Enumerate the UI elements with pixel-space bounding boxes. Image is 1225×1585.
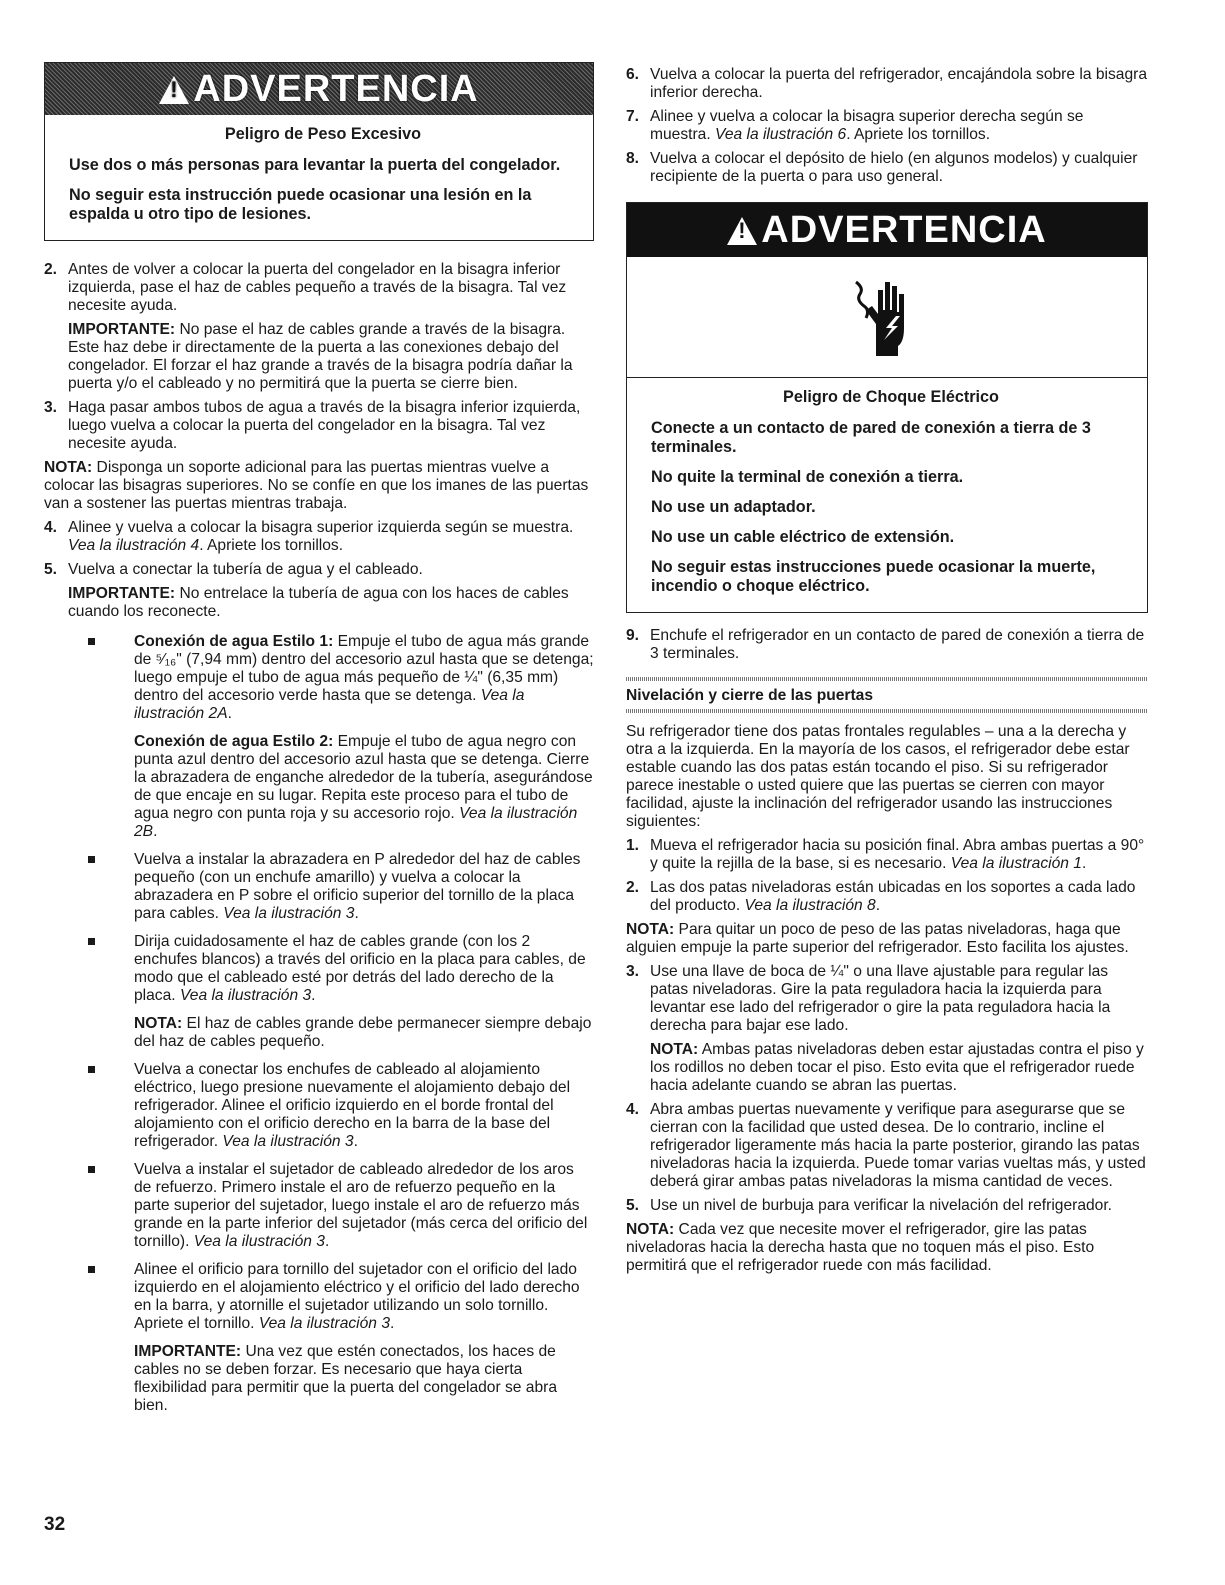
electric-shock-hand-icon — [852, 272, 922, 362]
note: NOTA: Disponga un soporte adicional para las puertas mientras vuelve a colocar las bisagras superiores. No se confíe en que los imanes de las puertas van a sostener las puertas mientras trabaja. — [44, 459, 589, 512]
warning-triangle-icon — [159, 76, 189, 104]
warning-triangle-icon — [727, 217, 757, 245]
step-5: 5. Vuelva a conectar la tubería de agua y el cableado. — [44, 561, 423, 578]
bullet-square-icon — [88, 638, 95, 645]
warning-line: No use un adaptador. — [651, 498, 816, 516]
warning-title: ADVERTENCIA — [193, 68, 479, 110]
bullet-square-icon — [88, 1066, 95, 1073]
warning-header — [627, 203, 1147, 257]
warning-line: Use dos o más personas para levantar la puerta del congelador. — [69, 156, 561, 174]
bullet-square-icon — [88, 1166, 95, 1173]
warning-title: ADVERTENCIA — [761, 209, 1047, 251]
electric-warning-box — [626, 202, 1148, 613]
warning-subtitle: Peligro de Choque Eléctrico — [783, 388, 999, 406]
level-step-1: 1. Mueva el refrigerador hacia su posición final. Abra ambas puertas a 90° y quite la rejilla de la base, si es necesario. Vea la ilustración 1. — [626, 837, 1145, 872]
page-number: 32 — [44, 1514, 66, 1535]
section-heading — [626, 677, 1148, 713]
bullet-square-icon — [88, 1266, 95, 1273]
step-4: 4. Alinee y vuelva a colocar la bisagra superior izquierda según se muestra. Vea la ilustración 4. Apriete los tornillos. — [44, 519, 574, 554]
level-step-5: 5. Use un nivel de burbuja para verificar la nivelación del refrigerador. — [626, 1197, 1113, 1214]
divider — [626, 709, 1148, 713]
bullet-note: NOTA: El haz de cables grande debe permanecer siempre debajo del haz de cables pequeño. — [134, 1015, 592, 1050]
bullet-important: IMPORTANTE: Una vez que estén conectados, los haces de cables no se deben forzar. Es necesario que haya cierta flexibilidad para permitir que la puerta del congelador se abra bien. — [134, 1343, 558, 1414]
weight-warning-box — [44, 62, 594, 241]
step-9: 9. Enchufe el refrigerador en un contacto de pared de conexión a tierra de 3 terminales. — [626, 627, 1145, 662]
bullet-item: Vuelva a instalar el sujetador de cableado alrededor de los aros de refuerzo. Primero instale el aro de refuerzo pequeño en la parte superior del sujetador, luego instale el aro de refuerzo más grande en la parte inferior del sujetador (más cerca del orificio del tornillo). Vea la ilustración 3. — [88, 1161, 594, 1251]
left-column — [44, 62, 594, 1425]
intro-paragraph: Su refrigerador tiene dos patas frontales regulables – una a la derecha y otra a la izquierda. En la mayoría de los casos, el refrigerador debe estar estable cuando las dos patas están tocando el piso. Si su refrigerador parece inestable o usted quiere que las puertas se cierren con mayor facilidad, ajuste la inclinación del refrigerador usando las instrucciones siguientes: — [626, 723, 1130, 830]
bullet-square-icon — [88, 938, 95, 945]
bullet-item: Alinee el orificio para tornillo del sujetador con el orificio del lado izquierdo en el alojamiento eléctrico y el orificio del lado derecho en la barra, y atornille el sujetador utilizando un solo tornillo. Apriete el tornillo. Vea la ilustración 3. — [88, 1261, 594, 1333]
warning-subtitle: Peligro de Peso Excesivo — [224, 125, 422, 143]
warning-line: No seguir esta instrucción puede ocasionar una lesión en la espalda u otro tipo de lesiones. — [69, 186, 532, 223]
bullet-item: Conexión de agua Estilo 1: Empuje el tubo de agua más grande de ⁵⁄₁₆" (7,94 mm) dentro del accesorio azul hasta que se detenga; luego empuje el tubo de agua más pequeño de ¼" (6,35 mm) dentro del accesorio verde hasta que se detenga. Vea la ilustración 2A. — [88, 633, 594, 723]
bullet-item: Vuelva a instalar la abrazadera en P alrededor del haz de cables pequeño (con un enchufe amarillo) y vuelva a colocar la abrazadera en P sobre el orificio superior del tornillo de la placa para cables. Vea la ilustración 3. — [88, 851, 594, 923]
note: NOTA: Ambas patas niveladoras deben estar ajustadas contra el piso y los rodillos no deben tocar el piso. Esto evita que el refrigerador ruede hacia adelante cuando se abran las puertas. — [650, 1041, 1144, 1094]
section-title: Nivelación y cierre de las puertas — [626, 687, 874, 704]
right-column — [626, 66, 1148, 1281]
bullet-square-icon — [88, 856, 95, 863]
step-8: 8. Vuelva a colocar el depósito de hielo (en algunos modelos) y cualquier recipiente de la puerta o para uso general. — [626, 150, 1138, 185]
warning-line: No quite la terminal de conexión a tierra. — [651, 468, 964, 486]
bullet-paragraph: Conexión de agua Estilo 2: Empuje el tubo de agua negro con punta azul dentro del accesorio azul hasta que se detenga. Cierre la abrazadera de enganche alrededor de la tubería, asegurándose de que encaje en su lugar. Repita este proceso para el tubo de agua negro con punta roja y su accesorio rojo. Vea la ilustración 2B. — [134, 733, 593, 840]
level-step-3: 3. Use una llave de boca de ¼" o una llave ajustable para regular las patas niveladoras. Gire la pata reguladora hacia la izquierda para levantar ese lado del refrigerador o gire la pata reguladora hacia la derecha para bajar ese lado. — [626, 963, 1111, 1034]
step-3: 3. Haga pasar ambos tubos de agua a través de la bisagra inferior izquierda, luego vuelva a colocar la puerta del congelador en la bisagra. Tal vez necesite ayuda. — [44, 399, 581, 452]
bullet-item: Vuelva a conectar los enchufes de cableado al alojamiento eléctrico, luego presione nuevamente el alojamiento debajo del refrigerador. Alinee el orificio izquierdo en el borde frontal del alojamiento con el orificio derecho en la barra de la base del refrigerador. Vea la ilustración 3. — [88, 1061, 594, 1151]
step-2: 2. Antes de volver a colocar la puerta del congelador en la bisagra inferior izquierda, pase el haz de cables pequeño a través de la bisagra. Tal vez necesite ayuda. — [44, 261, 567, 314]
important-note: IMPORTANTE: No entrelace la tubería de agua con los haces de cables cuando los reconecte. — [68, 585, 569, 620]
warning-line: Conecte a un contacto de pared de conexión a tierra de 3 terminales. — [651, 419, 1091, 456]
step-7: 7. Alinee y vuelva a colocar la bisagra superior derecha según se muestra. Vea la ilustración 6. Apriete los tornillos. — [626, 108, 1084, 143]
step-6: 6. Vuelva a colocar la puerta del refrigerador, encajándola sobre la bisagra inferior derecha. — [626, 66, 1147, 101]
important-note: IMPORTANTE: No pase el haz de cables grande a través de la bisagra. Este haz debe ir directamente de la puerta a las conexiones debajo del congelador. El forzar el haz grande a través de la bisagra podría dañar la puerta y/o el cableado y no permitirá que la puerta se cierre bien. — [68, 321, 573, 392]
shock-icon-area — [627, 257, 1147, 378]
level-step-2: 2. Las dos patas niveladoras están ubicadas en los soportes a cada lado del producto. Vea la ilustración 8. — [626, 879, 1136, 914]
warning-header — [45, 63, 593, 115]
level-step-4: 4. Abra ambas puertas nuevamente y verifique para asegurarse que se cierran con la facilidad que usted desea. De lo contrario, incline el refrigerador ligeramente más hacia la parte posterior, girando las patas niveladoras hacia la izquierda. Puede tomar varias vueltas más, y usted deberá girar ambas patas niveladoras la misma cantidad de veces. — [626, 1101, 1146, 1190]
note: NOTA: Cada vez que necesite mover el refrigerador, gire las patas niveladoras hacia la derecha hasta que no toquen más el piso. Esto permitirá que el refrigerador ruede con más facilidad. — [626, 1221, 1095, 1274]
note: NOTA: Para quitar un poco de peso de las patas niveladoras, haga que alguien empuje la parte superior del refrigerador. Esto facilita los ajustes. — [626, 921, 1129, 956]
bullet-item: Dirija cuidadosamente el haz de cables grande (con los 2 enchufes blancos) a través del orificio en la placa para cables, de modo que el cableado esté por detrás del lado derecho de la placa. Vea la ilustración 3. — [88, 933, 594, 1005]
warning-line: No seguir estas instrucciones puede ocasionar la muerte, incendio o choque eléctrico. — [651, 558, 1096, 595]
warning-line: No use un cable eléctrico de extensión. — [651, 528, 955, 546]
